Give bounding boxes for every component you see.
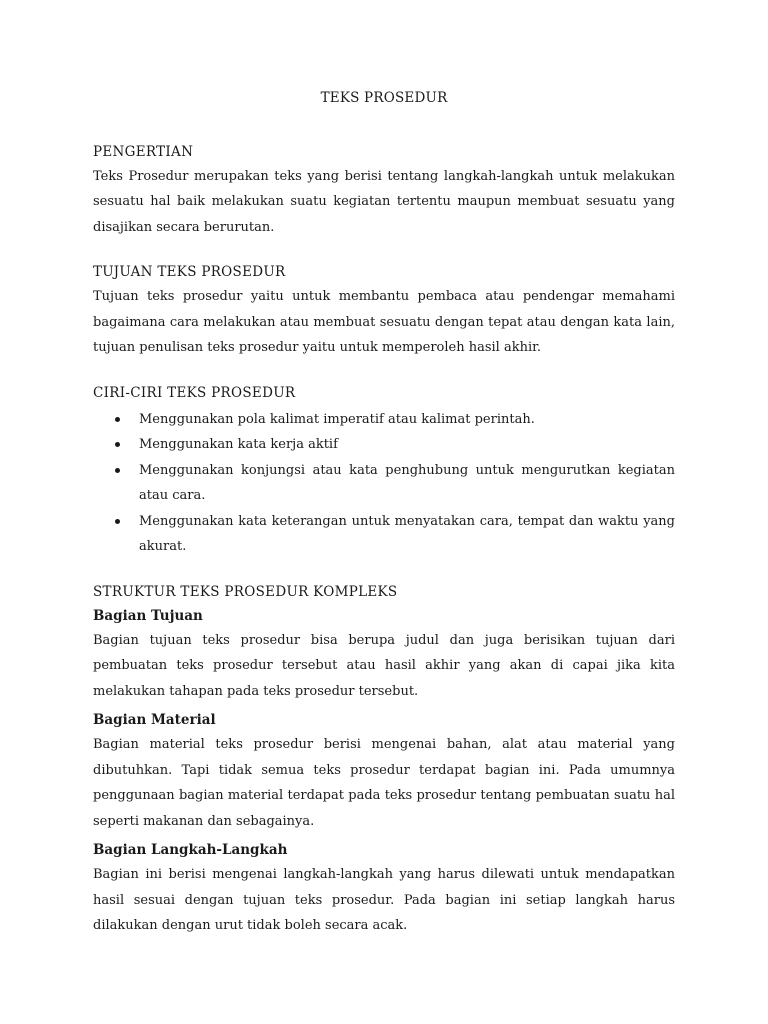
heading-struktur: STRUKTUR TEKS PROSEDUR KOMPLEKS	[93, 583, 398, 600]
list-item	[93, 407, 675, 433]
bullet-icon	[115, 442, 120, 447]
paragraph-pengertian: Teks Prosedur merupakan teks yang berisi tentang langkah-langkah untuk melakukan sesuatu hal baik melakukan suatu kegiatan tertentu maupun membuat sesuatu yang disajikan secara berurutan.	[93, 168, 675, 235]
heading-tujuan: TUJUAN TEKS PROSEDUR	[93, 264, 286, 280]
list-item-text: Menggunakan kata kerja aktif	[139, 437, 338, 452]
bullet-icon	[115, 519, 120, 524]
subheading-bagian-tujuan: Bagian Tujuan	[93, 607, 203, 624]
subsection-bagian-tujuan	[93, 604, 675, 705]
list-item-text: Menggunakan kata keterangan untuk menyatakan cara, tempat dan waktu yang akurat.	[139, 513, 675, 554]
ciri-bullet-list	[93, 407, 675, 560]
section-struktur	[93, 580, 675, 939]
heading-pengertian: PENGERTIAN	[93, 143, 194, 160]
list-item	[93, 432, 675, 458]
subheading-bagian-langkah: Bagian Langkah-Langkah	[93, 842, 288, 858]
paragraph-bagian-langkah: Bagian ini berisi mengenai langkah-langkah yang harus dilewati untuk mendapatkan hasil sesuai dengan tujuan teks prosedur. Pada bagian ini setiap langkah harus dilakukan dengan urut tidak boleh secara acak.	[93, 867, 675, 933]
section-ciri	[93, 381, 675, 560]
bullet-icon	[115, 417, 120, 422]
section-pengertian	[93, 140, 675, 241]
list-item-text: Menggunakan pola kalimat imperatif atau kalimat perintah.	[139, 411, 535, 427]
list-item	[93, 509, 675, 560]
bullet-icon	[115, 468, 120, 473]
document-title: TEKS PROSEDUR	[320, 90, 448, 106]
section-tujuan	[93, 260, 675, 361]
paragraph-bagian-tujuan: Bagian tujuan teks prosedur bisa berupa judul dan juga berisikan tujuan dari pembuatan teks prosedur tersebut atau hasil akhir yang akan di capai jika kita melakukan tahapan pada teks prosedur tersebut.	[93, 632, 675, 699]
subheading-bagian-material: Bagian Material	[93, 712, 216, 728]
paragraph-bagian-material: Bagian material teks prosedur berisi mengenai bahan, alat atau material yang dibutuhkan. Tapi tidak semua teks prosedur terdapat bagian ini. Pada umumnya penggunaan bagian material terdapat pada teks prosedur tentang pembuatan suatu hal seperti makanan dan sebagainya.	[93, 737, 675, 829]
paragraph-tujuan: Tujuan teks prosedur yaitu untuk membantu pembaca atau pendengar memahami bagaimana cara melakukan atau membuat sesuatu dengan tepat atau dengan kata lain, tujuan penulisan teks prosedur yaitu untuk memperoleh hasil akhir.	[93, 289, 675, 355]
heading-ciri: CIRI-CIRI TEKS PROSEDUR	[93, 384, 296, 401]
list-item	[93, 458, 675, 509]
subsection-bagian-material	[93, 708, 675, 834]
document-content	[93, 86, 675, 959]
list-item-text: Menggunakan konjungsi atau kata penghubung untuk mengurutkan kegiatan atau cara.	[139, 462, 675, 503]
subsection-bagian-langkah	[93, 838, 675, 939]
